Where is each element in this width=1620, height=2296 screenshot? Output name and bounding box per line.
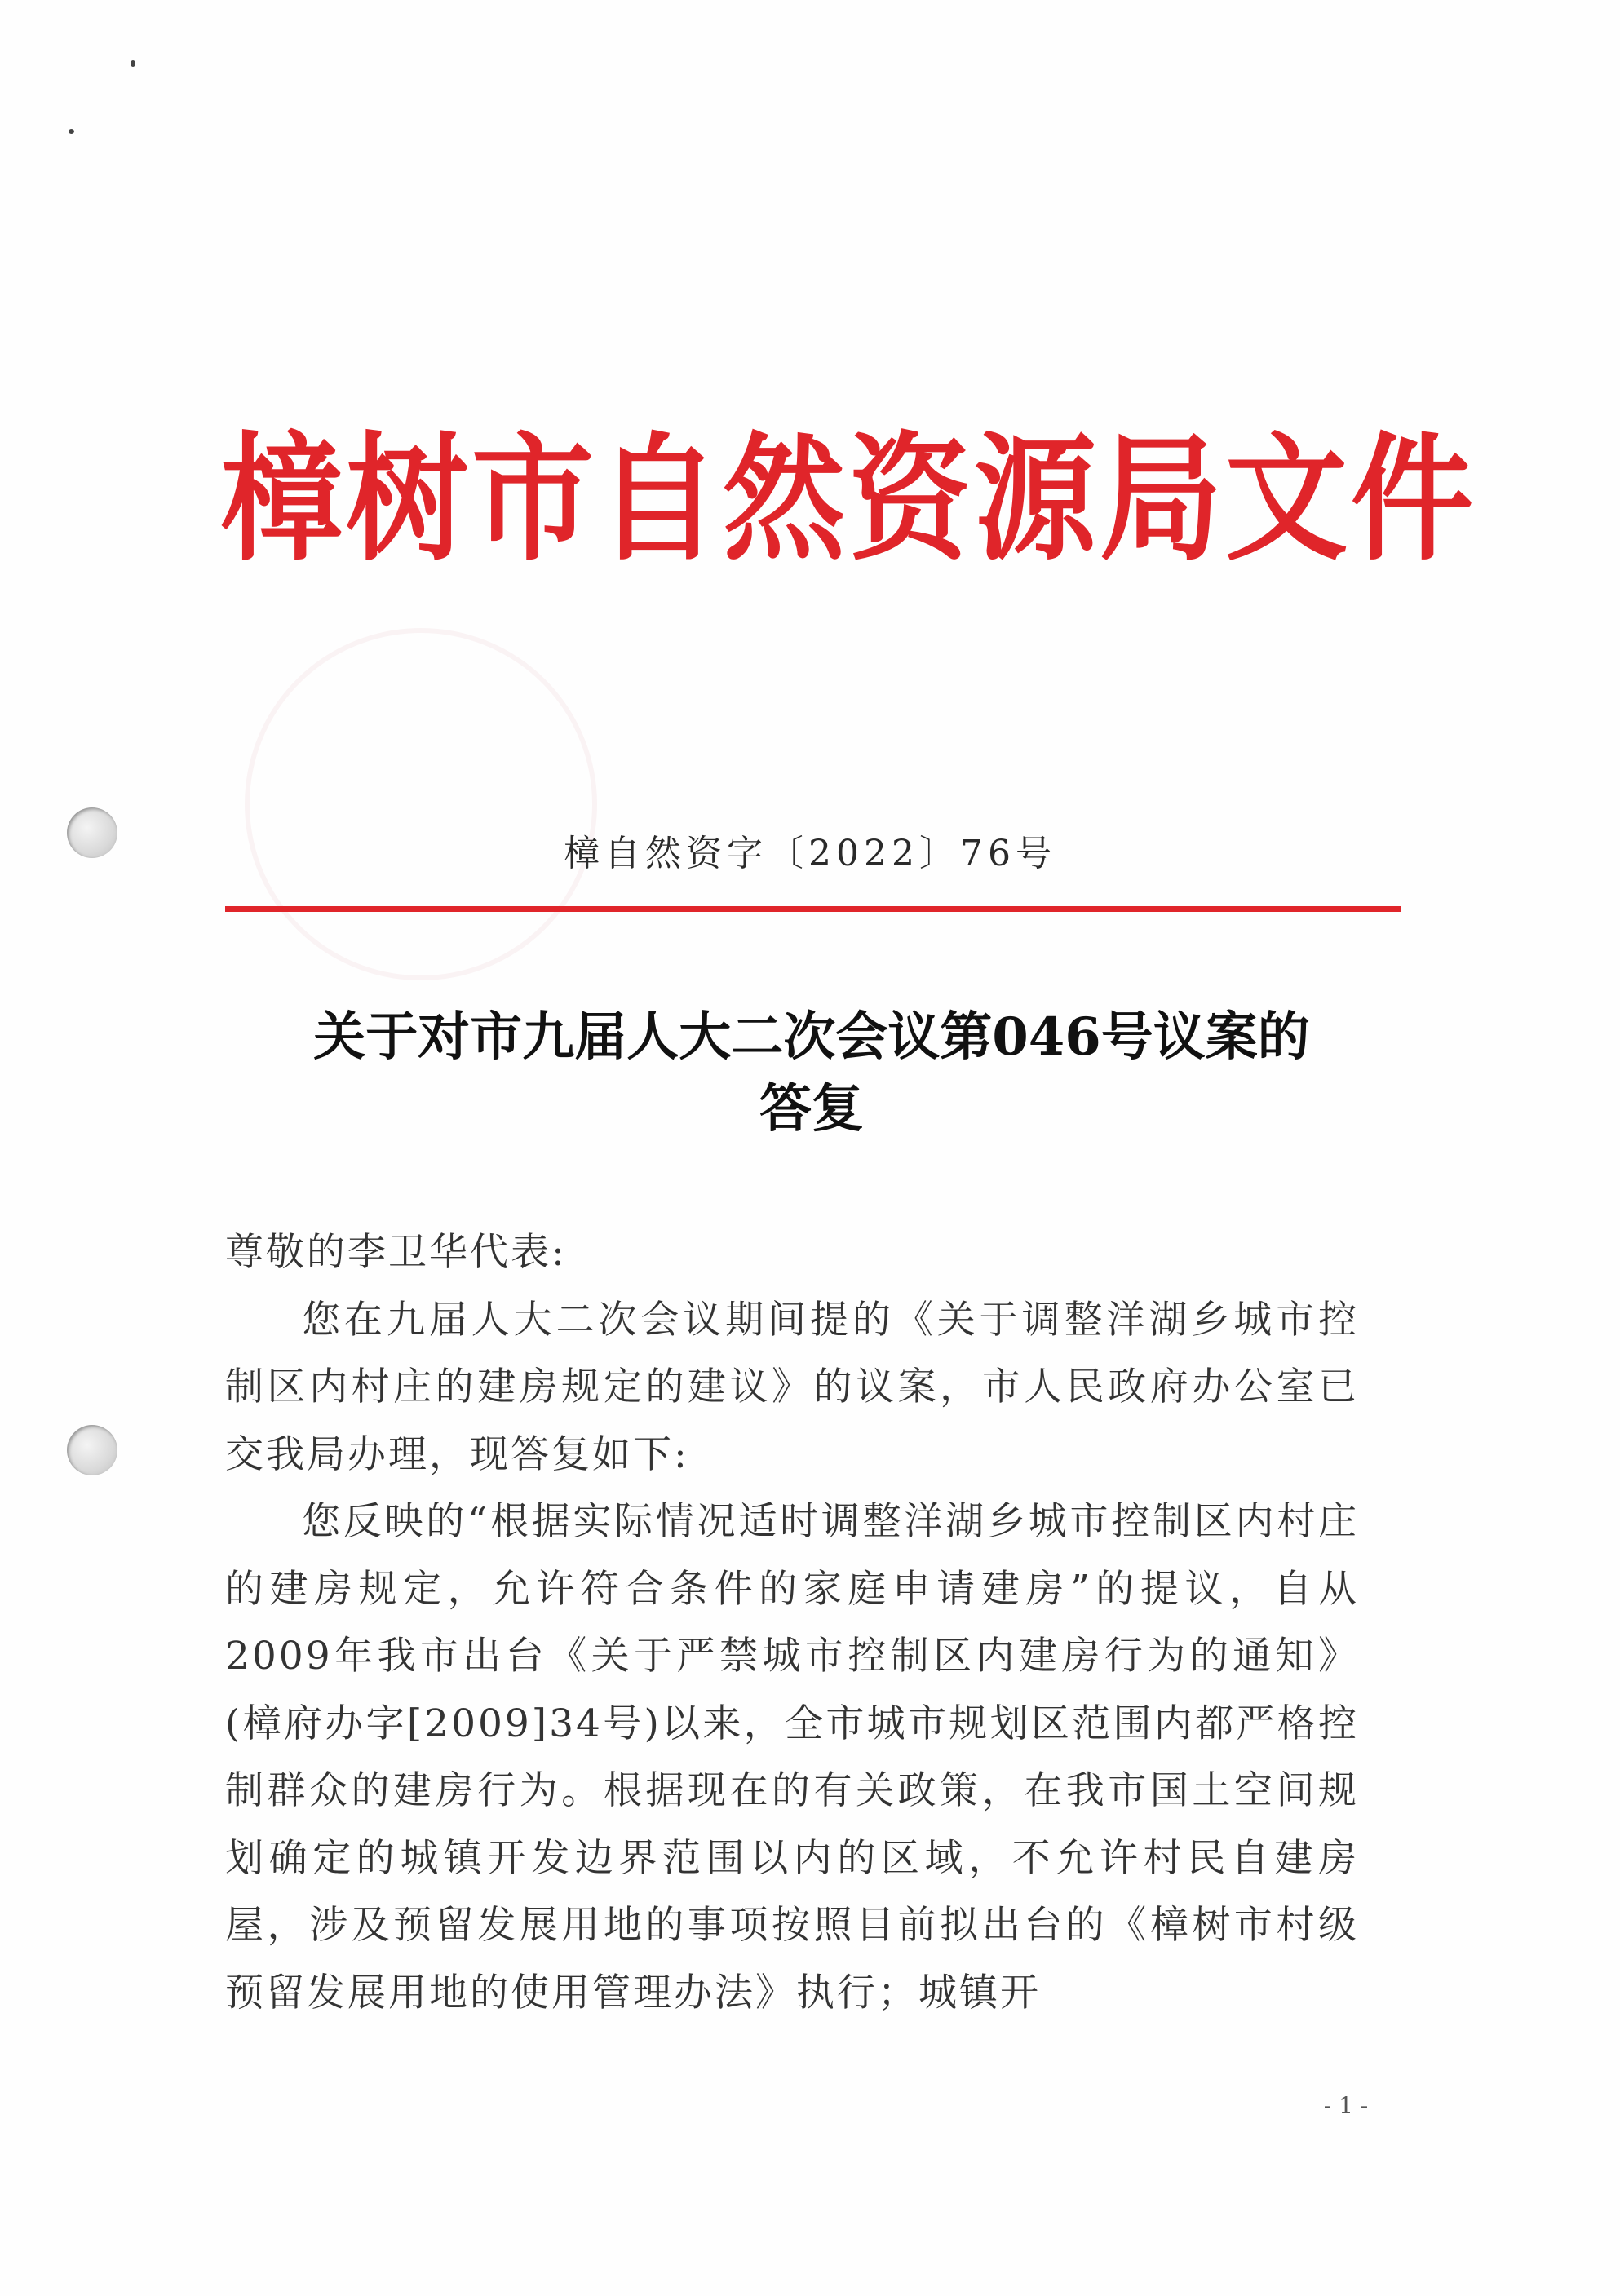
document-body [225, 1219, 1359, 2027]
document-title-line-1: 关于对市九届人大二次会议第046号议案的 [313, 1006, 1310, 1068]
scan-speck [131, 60, 135, 67]
body-paragraph: 您在九届人大二次会议期间提的《关于调整洋湖乡城市控制区内村庄的建房规定的建议》的议案，市人民政府办公室已交我局办理，现答复如下: [225, 1297, 1359, 1477]
faint-seal-mark [245, 628, 597, 980]
body-paragraph: 您反映的“根据实际情况适时调整洋湖乡城市控制区内村庄的建房规定，允许符合条件的家庭申请建房”的提议，自从2009年我市出台《关于严禁城市控制区内建房行为的通知》(樟府办字[2009]34号)以来，全市城市规划区范围内都严格控制群众的建房行为。根据现在的有关政策，在我市国土空间规划确定的城镇开发边界范围以内的区域，不允许村民自建房屋，涉及预留发展用地的事项按照目前拟出台的《樟树市村级预留发展用地的使用管理办法》执行；城镇开 [225, 1499, 1359, 2015]
punch-hole-bottom [67, 1425, 117, 1475]
red-divider-line [225, 906, 1401, 912]
document-title [212, 1002, 1411, 1145]
salutation: 尊敬的李卫华代表: [225, 1230, 567, 1275]
document-title-line-2: 答复 [759, 1078, 864, 1139]
scan-speck [69, 129, 74, 134]
page-number: - 1 - [1323, 2092, 1369, 2119]
document-number: 樟自然资字〔2022〕76号 [564, 833, 1056, 874]
issuing-authority-header: 樟树市自然资源局文件 [220, 420, 1477, 580]
